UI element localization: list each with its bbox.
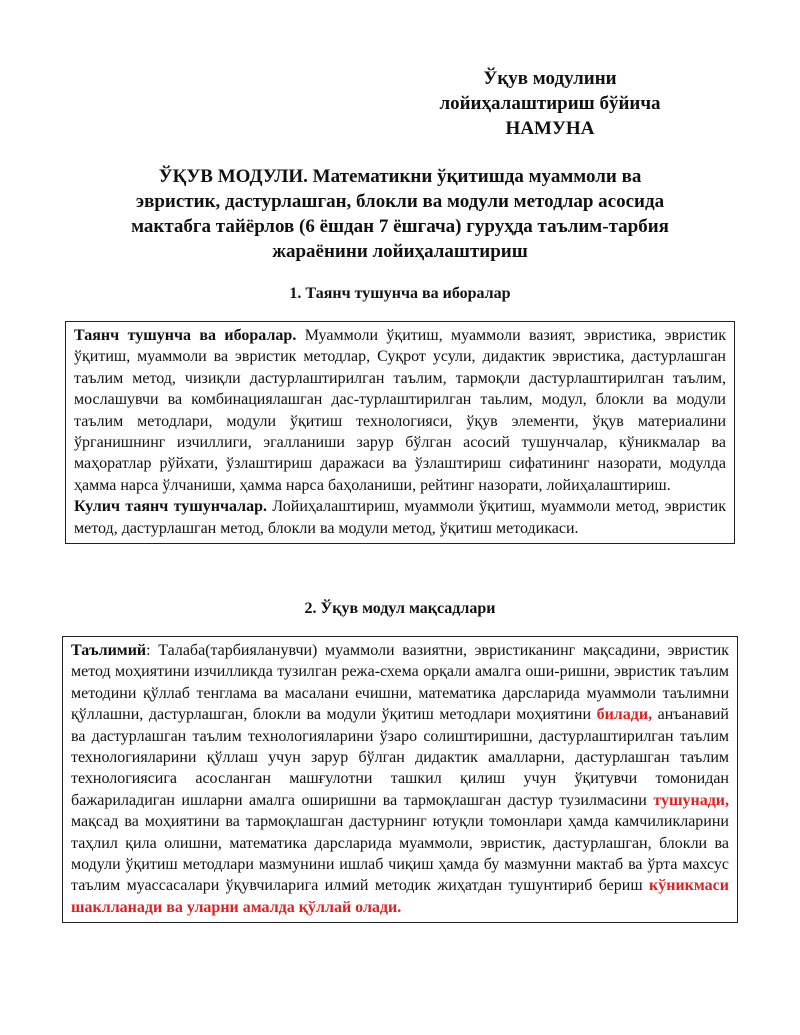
key-terms-paragraph xyxy=(74,325,726,496)
header-line: НАМУНА xyxy=(505,118,595,139)
objectives-text: : Талаба(тарбияланувчи) муаммоли вазиятни, эвристиканинг мақсадини, эвристик метод моҳиятини изчилликда тузилган режа-схема орқали амалга оши-ришни, эвристик таълим методини қўллаб тенглама ва масалани ечишни, математика дарсларида муаммоли таълимни қўллашни, дастурлашган, блокли ва модули ўқитиш методлари моҳиятини xyxy=(71,642,729,724)
header-line: лойиҳалаштириш бўйича xyxy=(439,93,661,114)
title-line: ЎҚУВ МОДУЛИ. Математикни ўқитишда муаммоли ва xyxy=(158,166,642,187)
section-heading-key-terms: 1. Таянч тушунча ва иборалар xyxy=(289,285,511,302)
objectives-box xyxy=(62,636,738,923)
core-terms-text: Лойиҳалаштириш, муаммоли ўқитиш, муаммоли метод, эвристик метод, дастурлашган метод, блокли ва модули метод, ўқитиш методикаси. xyxy=(74,498,726,537)
title-line: жараёнини лойиҳалаштириш xyxy=(272,241,528,262)
title-line: эвристик, дастурлашган, блокли ва модули методлар асосида xyxy=(135,191,665,212)
title-line: мактабга тайёрлов (6 ёшдан 7 ёшгача) гуруҳда таълим-тарбия xyxy=(131,216,669,237)
header-line: Ўқув модулини xyxy=(483,68,617,89)
section-heading-objectives: 2. Ўқув модул мақсадлари xyxy=(304,600,496,617)
module-title xyxy=(60,164,740,264)
objectives-text: анъанавий ва дастурлашган таълим технологияларини ўзаро солиштиришни, дастурлаштирилган таълим технологияларини қўллаш учун зарур бўлган дидактик амалларни, дастурлашган таълим технологиясига асосланган машғулотни ташкил қилиш учун ўқитувчи томонидан бажариладиган ишларни амалга оширишни ва тармоқлашган дастур тузилмасини xyxy=(71,706,729,809)
objectives-paragraph xyxy=(71,640,729,918)
key-terms-label: Таянч тушунча ва иборалар. xyxy=(74,327,297,344)
highlight-knows: билади, xyxy=(596,706,653,724)
highlight-skills: кўникмаси шаклланади ва уларни амалда қўллай олади. xyxy=(71,877,729,916)
key-terms-box xyxy=(65,321,735,544)
core-terms-paragraph xyxy=(74,496,726,539)
document-header xyxy=(400,66,700,141)
key-terms-text: Муаммоли ўқитиш, муаммоли вазият, эвристика, эвристик ўқитиш, муаммоли ва эвристик методлар, Суқрот усули, дидактик эвристика, дастурлашган таълим метод, чизиқли дастурлаштирилган таълим, тармоқли дастурлаштирилган таълим, мослашувчи ва комбинациялашган дас-турлаштирилган таьлим, модул, блокли ва модули таълим методлари, модули ўқитиш технологияси, ўқув элементи, ўқув материалини ўрганишнинг изчиллиги, эгалланиши зарур бўлган асосий тушунчалар, кўникмалар ва маҳоратлар рўйхати, ўзлаштириш даражаси ва ўзлаштириш сифатининг назорати, модулда ҳамма нарса ўлчаниши, ҳамма нарса баҳоланиши, рейтинг назорати, лойиҳалаштириш. xyxy=(74,327,726,494)
highlight-understands: тушунади, xyxy=(653,791,729,809)
core-terms-label: Кулич таянч тушунчалар. xyxy=(74,498,267,516)
objectives-text: мақсад ва моҳиятини ва тармоқлашган дастурнинг ютуқли томонлари ҳамда камчиликларини таҳлил қила олишни, математика дарсларида муаммоли, эвристик, дастурлашган, блокли ва модули ўқитиш методлари мазмунини ишлаб чиқиш ҳамда бу мазмунни мактаб ва ўрта махсус таълим муассасалари ўқувчиларига илмий методик жиҳатдан тушунтириб бериш xyxy=(71,813,729,895)
objectives-label: Таълимий xyxy=(71,642,147,659)
